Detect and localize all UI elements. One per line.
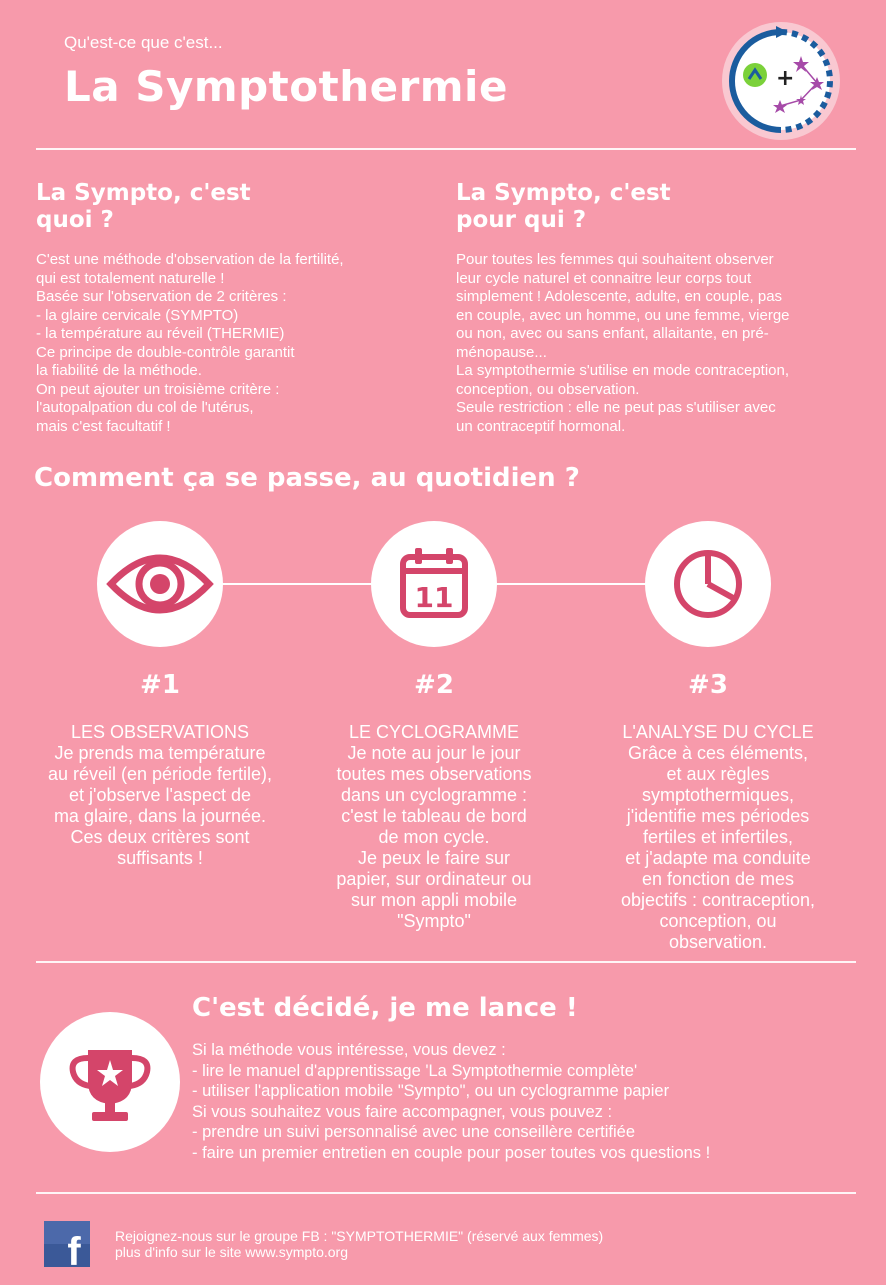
divider-top [36, 148, 856, 150]
left-body: C'est une méthode d'observation de la fertilité, qui est totalement naturelle ! Basée sur l'observation de 2 critères : - la glaire cervicale (SYMPTO) - la température au réveil (THERMIE) Ce principe de double-contrôle garantit la fiabilité de la méthode. On peut ajouter un troisième critère : l'autopalpation du col de l'utérus, mais c'est facultatif ! [36, 251, 344, 435]
step-connector-2 [496, 583, 646, 585]
trophy-circle [40, 1012, 180, 1152]
facebook-icon[interactable] [44, 1221, 90, 1267]
eye-icon [97, 521, 223, 647]
divider-middle [36, 961, 856, 963]
pie-chart-icon [645, 521, 771, 647]
daily-heading: Comment ça se passe, au quotidien ? [34, 463, 580, 493]
step-3-number: #3 [688, 670, 728, 700]
decide-heading: C'est décidé, je me lance ! [192, 993, 578, 1023]
calendar-icon [371, 521, 497, 647]
step-connector-1 [222, 583, 372, 585]
right-heading: La Sympto, c'est pour qui ? [456, 180, 671, 233]
facebook-logo-glyph [44, 1221, 90, 1267]
svg-text:+: + [776, 66, 795, 91]
step-2-text: LE CYCLOGRAMME Je note au jour le jour toutes mes observations dans un cyclogramme : c'est le tableau de bord de mon cycle. Je peux le faire sur papier, sur ordinateur ou sur mon appli mobile "Sympto" [336, 722, 532, 931]
step-2-number: #2 [414, 670, 454, 700]
left-heading: La Sympto, c'est quoi ? [36, 180, 251, 233]
header-kicker: Qu'est-ce que c'est... [64, 33, 223, 52]
step-1-text: LES OBSERVATIONS Je prends ma température au réveil (en période fertile), et j'observe l'aspect de ma glaire, dans la journée. Ces deux critères sont suffisants ! [47, 722, 273, 868]
sympto-logo [722, 22, 840, 140]
calendar-day: 11 [414, 581, 454, 614]
footer-text: Rejoignez-nous sur le groupe FB : "SYMPTOTHERMIE" (réservé aux femmes) plus d'info sur le site www.sympto.org [115, 1228, 604, 1260]
page-title: La Symptothermie [64, 62, 508, 111]
divider-bottom [36, 1192, 856, 1194]
step-1-circle [97, 521, 223, 647]
step-3-circle [645, 521, 771, 647]
decide-body: Si la méthode vous intéresse, vous devez : - lire le manuel d'apprentissage 'La Symptothermie complète' - utiliser l'application mobile "Sympto", ou un cyclogramme papier Si vous souhaitez vous faire accompagner, vous pouvez : - prendre un suivi personnalisé avec une conseillère certifiée - faire un premier entretien en couple pour poser toutes vos questions ! [192, 1041, 711, 1162]
trophy-icon [40, 1012, 180, 1152]
right-body: Pour toutes les femmes qui souhaitent observer leur cycle naturel et connaitre leur corps tout simplement ! Adolescente, adulte, en couple, pas en couple, avec un homme, ou une femme, vierge ou non, avec ou sans enfant, allaitante, en pré- ménopause... La symptothermie s'utilise en mode contraception, conception, ou observation. Seule restriction : elle ne peut pas s'utiliser avec un contraceptif hormonal. [456, 251, 790, 435]
step-3-text: L'ANALYSE DU CYCLE Grâce à ces éléments, et aux règles symptothermiques, j'identifie mes périodes fertiles et infertiles, et j'adapte ma conduite en fonction de mes objectifs : contraception, conception, ou observation. [620, 722, 816, 952]
sympto-logo-icon [722, 22, 840, 140]
step-1-number: #1 [140, 670, 180, 700]
step-2-circle [371, 521, 497, 647]
facebook-letter: f [67, 1230, 81, 1267]
